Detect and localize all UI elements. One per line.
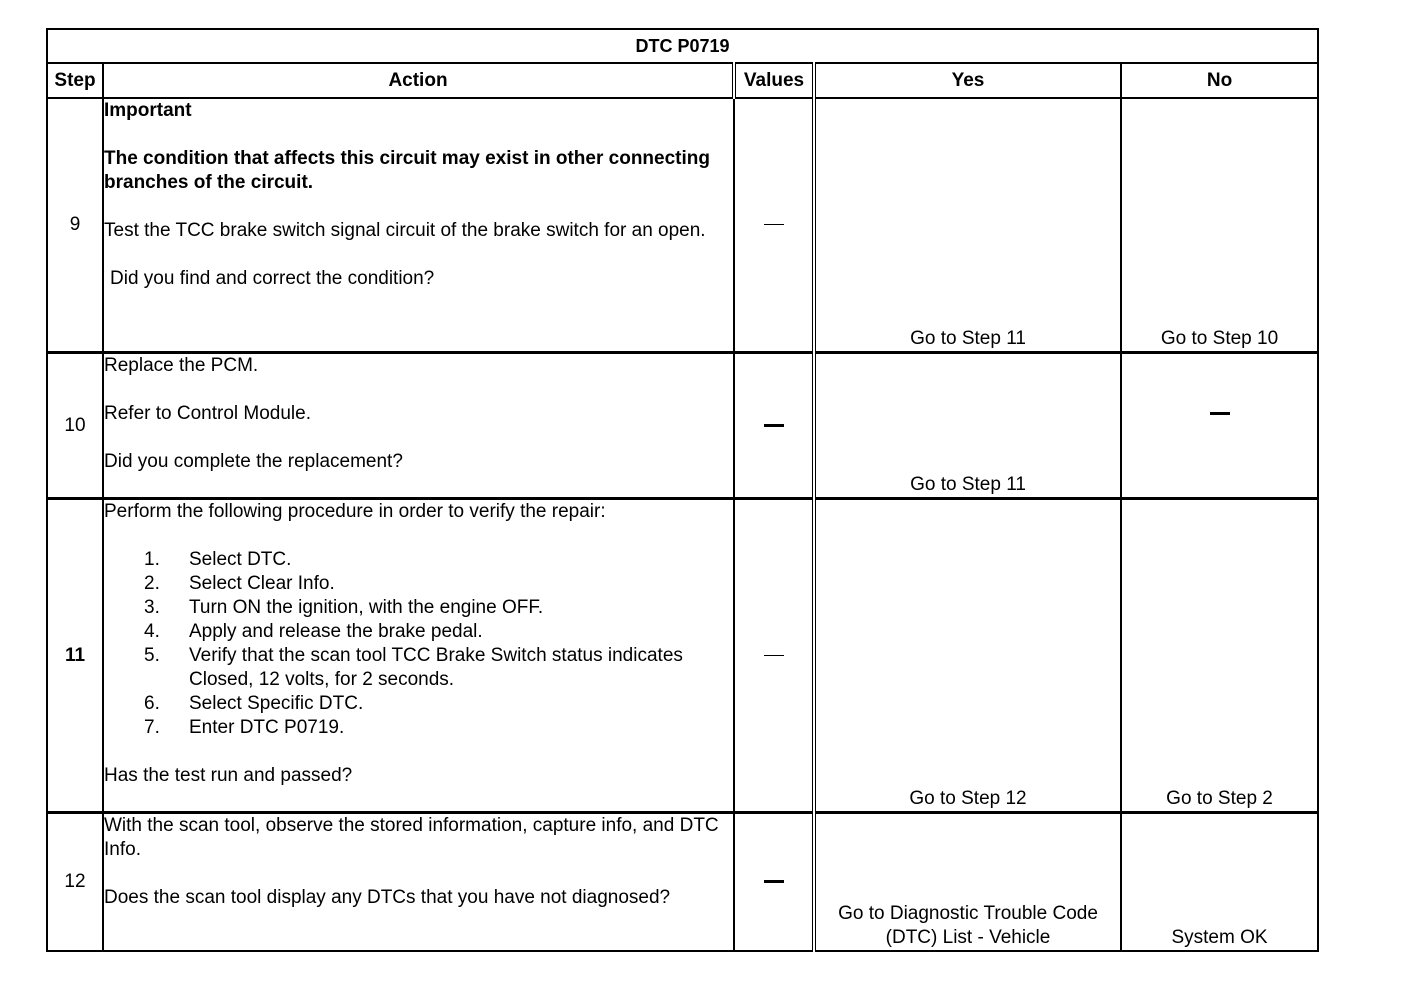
action-cell xyxy=(103,499,734,813)
step-number: 12 xyxy=(47,813,103,952)
step-number: 9 xyxy=(47,98,103,353)
procedure-step-number: 3. xyxy=(144,597,160,618)
question-text: Did you find and correct the condition? xyxy=(110,268,435,289)
table-title: DTC P0719 xyxy=(47,29,1318,63)
table-row xyxy=(47,353,1318,499)
no-cell: Go to Step 2 xyxy=(1121,499,1318,813)
procedure-step-number: 2. xyxy=(144,573,160,594)
procedure-step-text: Apply and release the brake pedal. xyxy=(189,621,483,642)
values-dash xyxy=(764,655,784,656)
values-dash xyxy=(764,880,784,883)
action-cell xyxy=(103,98,734,353)
no-cell: Go to Step 10 xyxy=(1121,98,1318,353)
procedure-step xyxy=(144,596,733,620)
yes-cell: Go to Diagnostic Trouble Code (DTC) List - Vehicle xyxy=(814,813,1121,952)
procedure-intro: Perform the following procedure in order to verify the repair: xyxy=(104,501,606,522)
action-cell xyxy=(103,353,734,499)
no-cell xyxy=(1121,353,1318,499)
procedure-step-text: Select DTC. xyxy=(189,549,292,570)
action-line-2: Refer to Control Module. xyxy=(104,403,311,424)
values-cell xyxy=(734,499,814,813)
procedure-step xyxy=(144,572,733,596)
yes-cell: Go to Step 11 xyxy=(814,98,1121,353)
question-text: Does the scan tool display any DTCs that you have not diagnosed? xyxy=(104,887,671,908)
procedure-step-text: Verify that the scan tool TCC Brake Switch status indicates Closed, 12 volts, for 2 seconds. xyxy=(189,645,683,690)
procedure-step xyxy=(144,548,733,572)
instruction-text: Test the TCC brake switch signal circuit of the brake switch for an open. xyxy=(104,220,706,241)
procedure-step-text: Select Specific DTC. xyxy=(189,693,364,714)
procedure-step xyxy=(144,620,733,644)
procedure-step-text: Enter DTC P0719. xyxy=(189,717,345,738)
header-no: No xyxy=(1121,63,1318,98)
table-row xyxy=(47,813,1318,952)
table-row xyxy=(47,98,1318,353)
procedure-step xyxy=(144,692,733,716)
procedure-step-number: 6. xyxy=(144,693,160,714)
header-action: Action xyxy=(103,63,734,98)
table-row xyxy=(47,499,1318,813)
yes-cell: Go to Step 11 xyxy=(814,353,1121,499)
step-number: 10 xyxy=(47,353,103,499)
header-yes: Yes xyxy=(814,63,1121,98)
action-cell xyxy=(103,813,734,952)
header-values: Values xyxy=(734,63,814,98)
procedure-list xyxy=(104,548,733,740)
no-cell: System OK xyxy=(1121,813,1318,952)
procedure-step-number: 5. xyxy=(144,645,160,666)
yes-cell: Go to Step 12 xyxy=(814,499,1121,813)
values-dash xyxy=(764,224,784,225)
action-line-1: Replace the PCM. xyxy=(104,355,259,376)
step-number: 11 xyxy=(47,499,103,813)
no-dash xyxy=(1210,412,1230,439)
action-line-1: With the scan tool, observe the stored information, capture info, and DTC Info. xyxy=(104,815,719,860)
header-step: Step xyxy=(47,63,103,98)
procedure-step-text: Select Clear Info. xyxy=(189,573,335,594)
dtc-table xyxy=(46,28,1319,952)
values-cell xyxy=(734,98,814,353)
values-cell xyxy=(734,353,814,499)
procedure-step-text: Turn ON the ignition, with the engine OFF. xyxy=(189,597,544,618)
procedure-step xyxy=(144,644,733,692)
values-cell xyxy=(734,813,814,952)
procedure-step xyxy=(144,716,733,740)
procedure-step-number: 7. xyxy=(144,717,160,738)
procedure-step-number: 1. xyxy=(144,549,160,570)
procedure-step-number: 4. xyxy=(144,621,160,642)
question-text: Did you complete the replacement? xyxy=(104,451,403,472)
values-dash xyxy=(764,424,784,427)
important-text: The condition that affects this circuit may exist in other connecting branches of the circuit. xyxy=(104,148,710,193)
question-text: Has the test run and passed? xyxy=(104,765,353,786)
important-label: Important xyxy=(104,100,192,121)
